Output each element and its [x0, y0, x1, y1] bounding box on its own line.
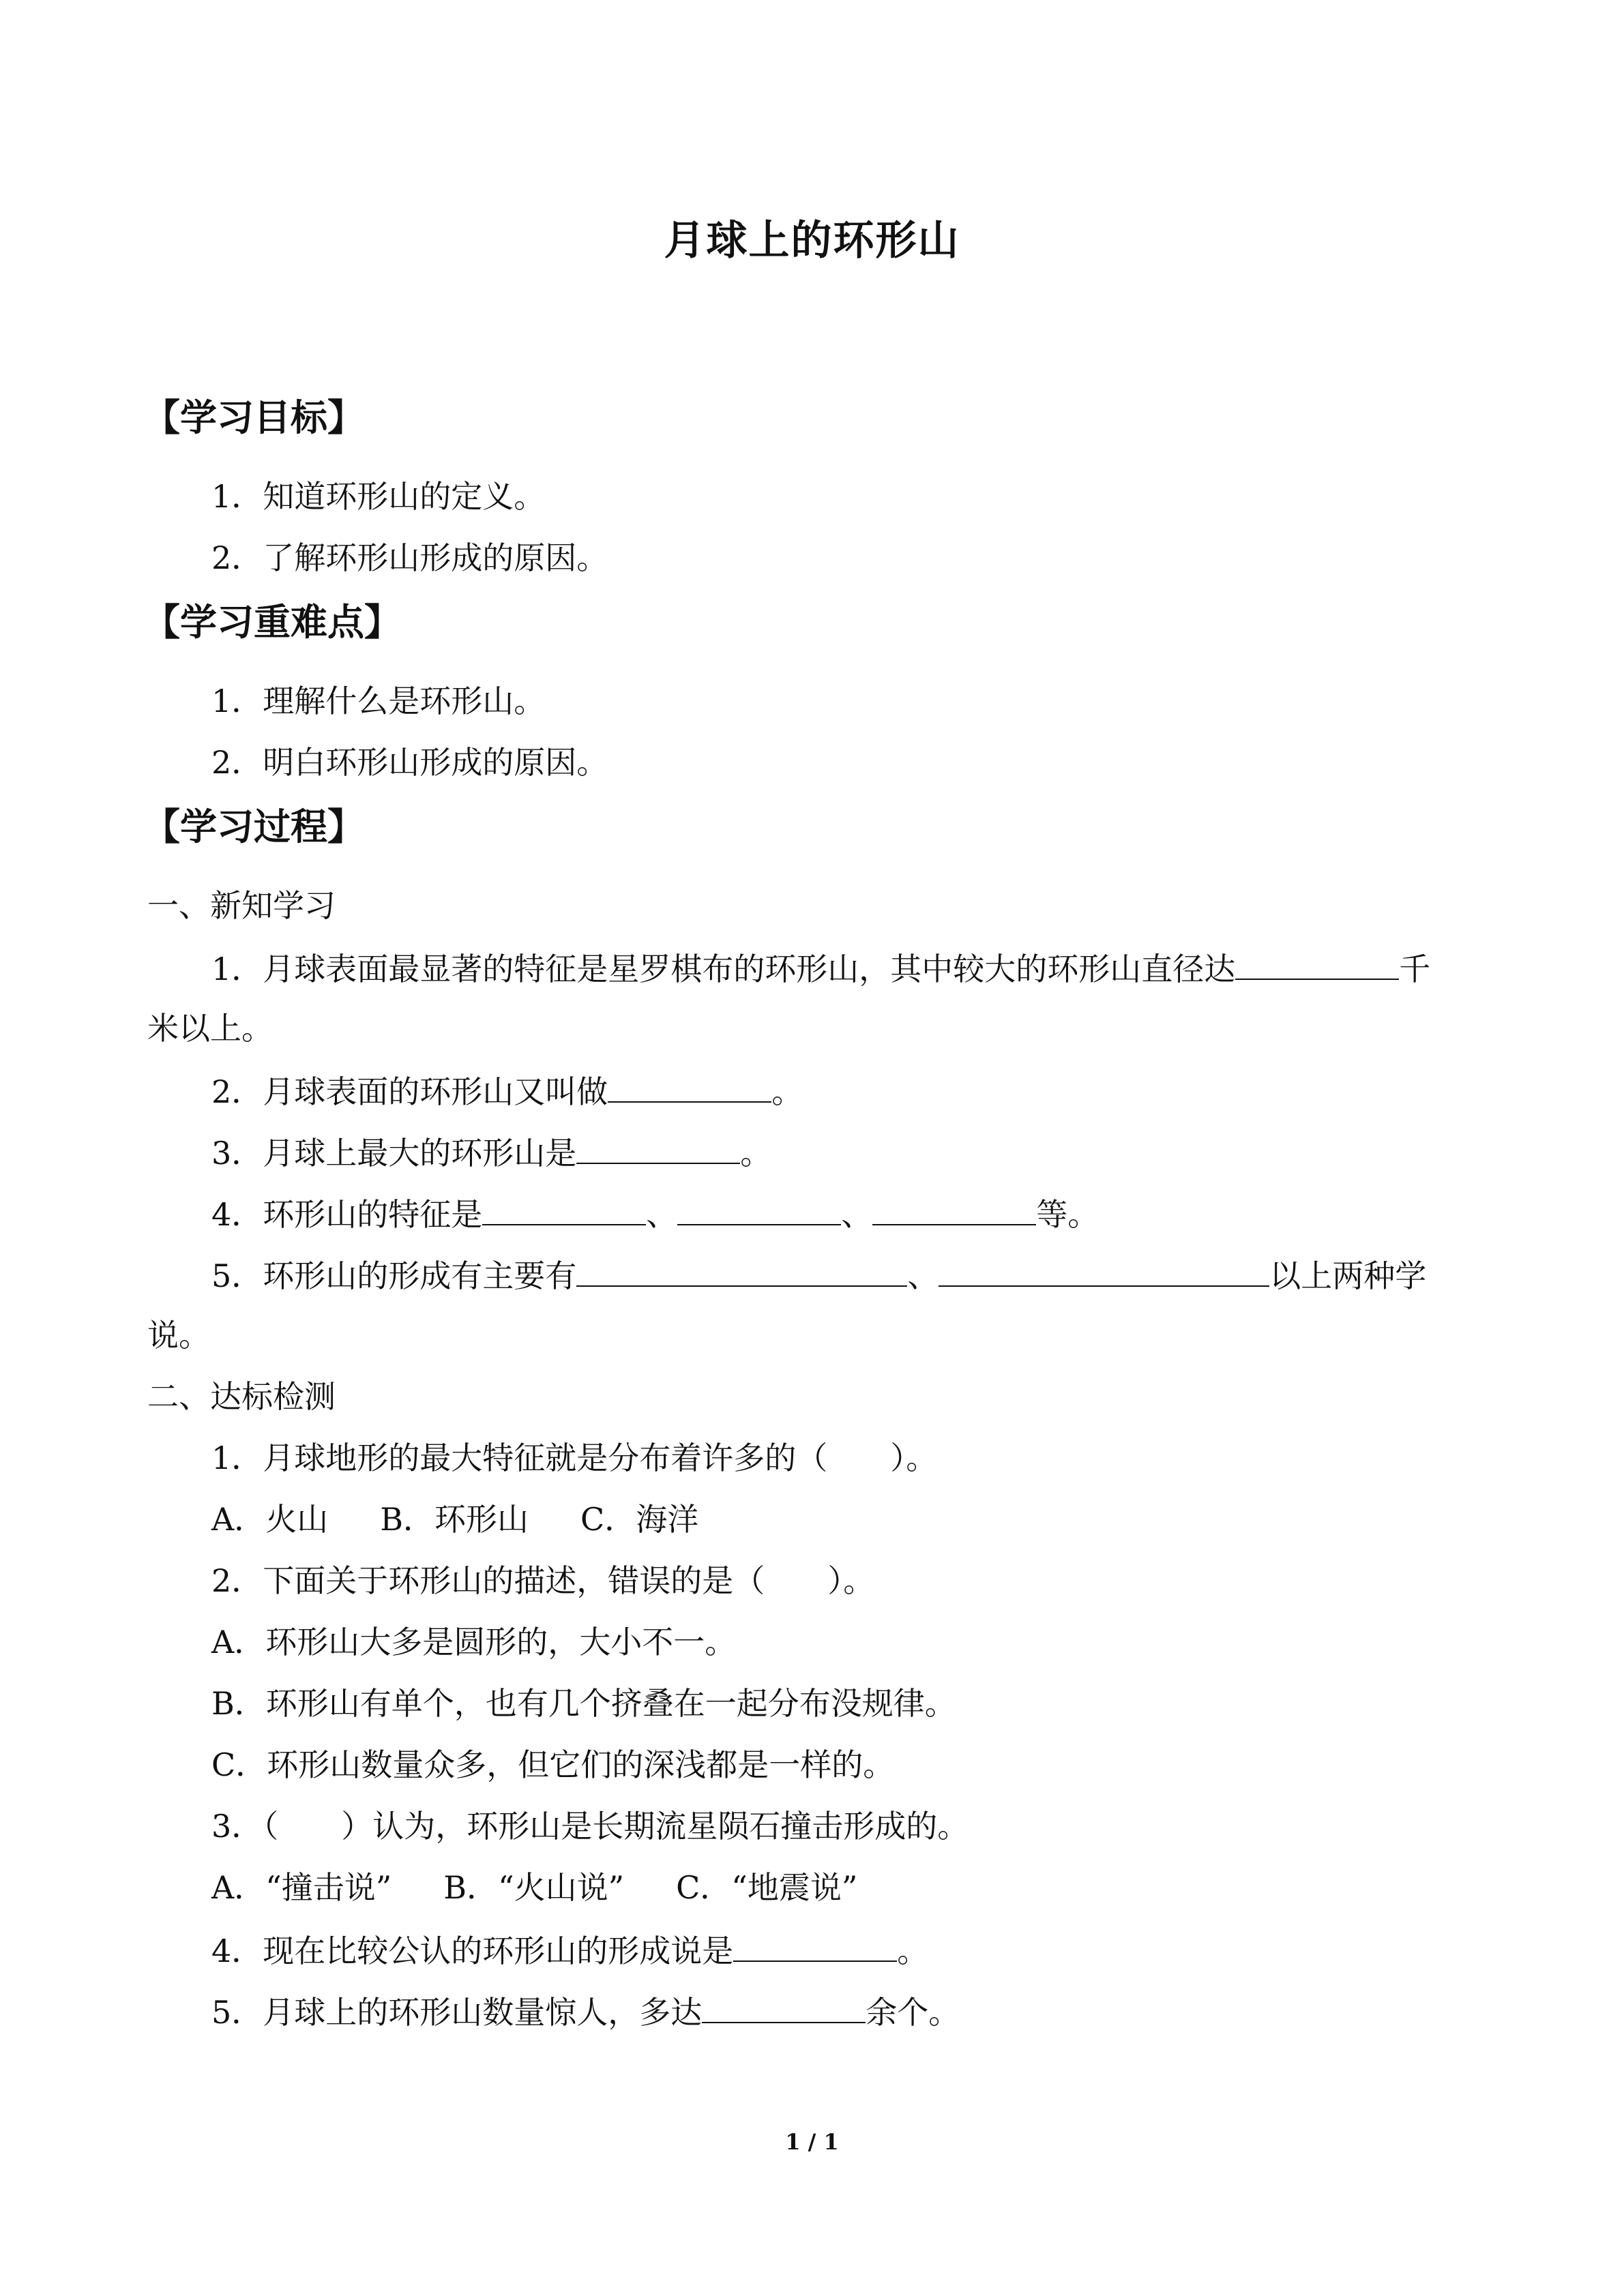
part2-question-3: 3．（ ）认为，环形山是长期流星陨石撞击形成的。 — [211, 1808, 969, 1845]
part2-question-3-options — [211, 1869, 858, 1906]
separator: 、 — [907, 1257, 939, 1294]
part1-question-5 — [211, 1258, 1426, 1292]
part1-question-1-cont: 米以上。 — [147, 1010, 273, 1047]
fill-blank[interactable] — [677, 1197, 841, 1225]
option-c[interactable]: C．海洋 — [580, 1501, 699, 1538]
part1-question-4 — [211, 1196, 1099, 1233]
page-title: 月球上的环形山 — [664, 217, 960, 265]
part1-q3-text: 3．月球上最大的环形山是 — [211, 1135, 577, 1172]
part2-question-5 — [211, 1994, 960, 2031]
option-b[interactable]: B．“火山说” — [443, 1869, 625, 1906]
part1-question-2 — [211, 1073, 803, 1110]
part1-q3-end: 。 — [740, 1135, 772, 1172]
part1-q1-unit: 千 — [1399, 951, 1431, 987]
fill-blank[interactable] — [608, 1074, 771, 1103]
part2-q4-text: 4．现在比较公认的环形山的形成说是 — [211, 1933, 734, 1969]
part1-question-5-cont: 说。 — [147, 1317, 210, 1354]
part2-heading: 二、达标检测 — [147, 1378, 336, 1415]
page-number: 1 / 1 — [785, 2129, 839, 2155]
section-heading-key-points: 【学习重难点】 — [143, 601, 401, 644]
part2-q4-end: 。 — [897, 1933, 929, 1969]
part2-question-4 — [211, 1933, 928, 1967]
fill-blank[interactable] — [482, 1197, 646, 1225]
fill-blank[interactable] — [733, 1933, 897, 1962]
fill-blank[interactable] — [872, 1197, 1036, 1225]
separator: 、 — [646, 1196, 678, 1233]
option-a[interactable]: A．火山 — [211, 1501, 329, 1538]
part2-q5-text: 5．月球上的环形山数量惊人，多达 — [211, 1994, 703, 2031]
part2-question-1-options — [211, 1501, 699, 1538]
section-heading-process: 【学习过程】 — [143, 805, 364, 848]
fill-blank[interactable] — [1235, 951, 1399, 980]
part1-q5-text: 5．环形山的形成有主要有 — [211, 1257, 577, 1294]
part2-question-2-option-a[interactable]: A．环形山大多是圆形的，大小不一。 — [211, 1624, 737, 1660]
part1-heading: 一、新知学习 — [147, 887, 336, 924]
part1-q2-end: 。 — [771, 1073, 803, 1110]
section-heading-goals: 【学习目标】 — [143, 396, 364, 439]
option-c[interactable]: C．“地震说” — [676, 1869, 858, 1906]
option-b[interactable]: B．环形山 — [380, 1501, 529, 1538]
part2-question-2-option-b[interactable]: B．环形山有单个，也有几个挤叠在一起分布没规律。 — [211, 1685, 956, 1722]
fill-blank[interactable] — [939, 1258, 1269, 1287]
part2-question-2: 2．下面关于环形山的描述，错误的是（ ）。 — [211, 1562, 875, 1599]
part1-q4-text: 4．环形山的特征是 — [211, 1196, 483, 1233]
part2-question-2-option-c[interactable]: C．环形山数量众多，但它们的深浅都是一样的。 — [211, 1746, 895, 1783]
part1-q2-text: 2．月球表面的环形山又叫做 — [211, 1073, 608, 1110]
key-point-item-2: 2．明白环形山形成的原因。 — [211, 744, 608, 781]
fill-blank[interactable] — [702, 1995, 866, 2023]
option-a[interactable]: A．“撞击说” — [211, 1869, 392, 1906]
part1-question-1 — [211, 951, 1430, 985]
fill-blank[interactable] — [576, 1258, 907, 1287]
goal-item-1: 1．知道环形山的定义。 — [211, 478, 546, 515]
part2-question-1: 1．月球地形的最大特征就是分布着许多的（ ）。 — [211, 1440, 938, 1476]
part1-question-3 — [211, 1135, 772, 1172]
part1-q5-tail: 以上两种学 — [1269, 1257, 1427, 1294]
part1-q4-end: 等。 — [1036, 1196, 1099, 1233]
fill-blank[interactable] — [576, 1135, 740, 1164]
goal-item-2: 2．了解环形山形成的原因。 — [211, 539, 608, 576]
key-point-item-1: 1．理解什么是环形山。 — [211, 683, 546, 719]
part1-q1-text: 1．月球表面最显著的特征是星罗棋布的环形山，其中较大的环形山直径达 — [211, 951, 1236, 987]
separator: 、 — [841, 1196, 873, 1233]
part2-q5-end: 余个。 — [866, 1994, 960, 2031]
